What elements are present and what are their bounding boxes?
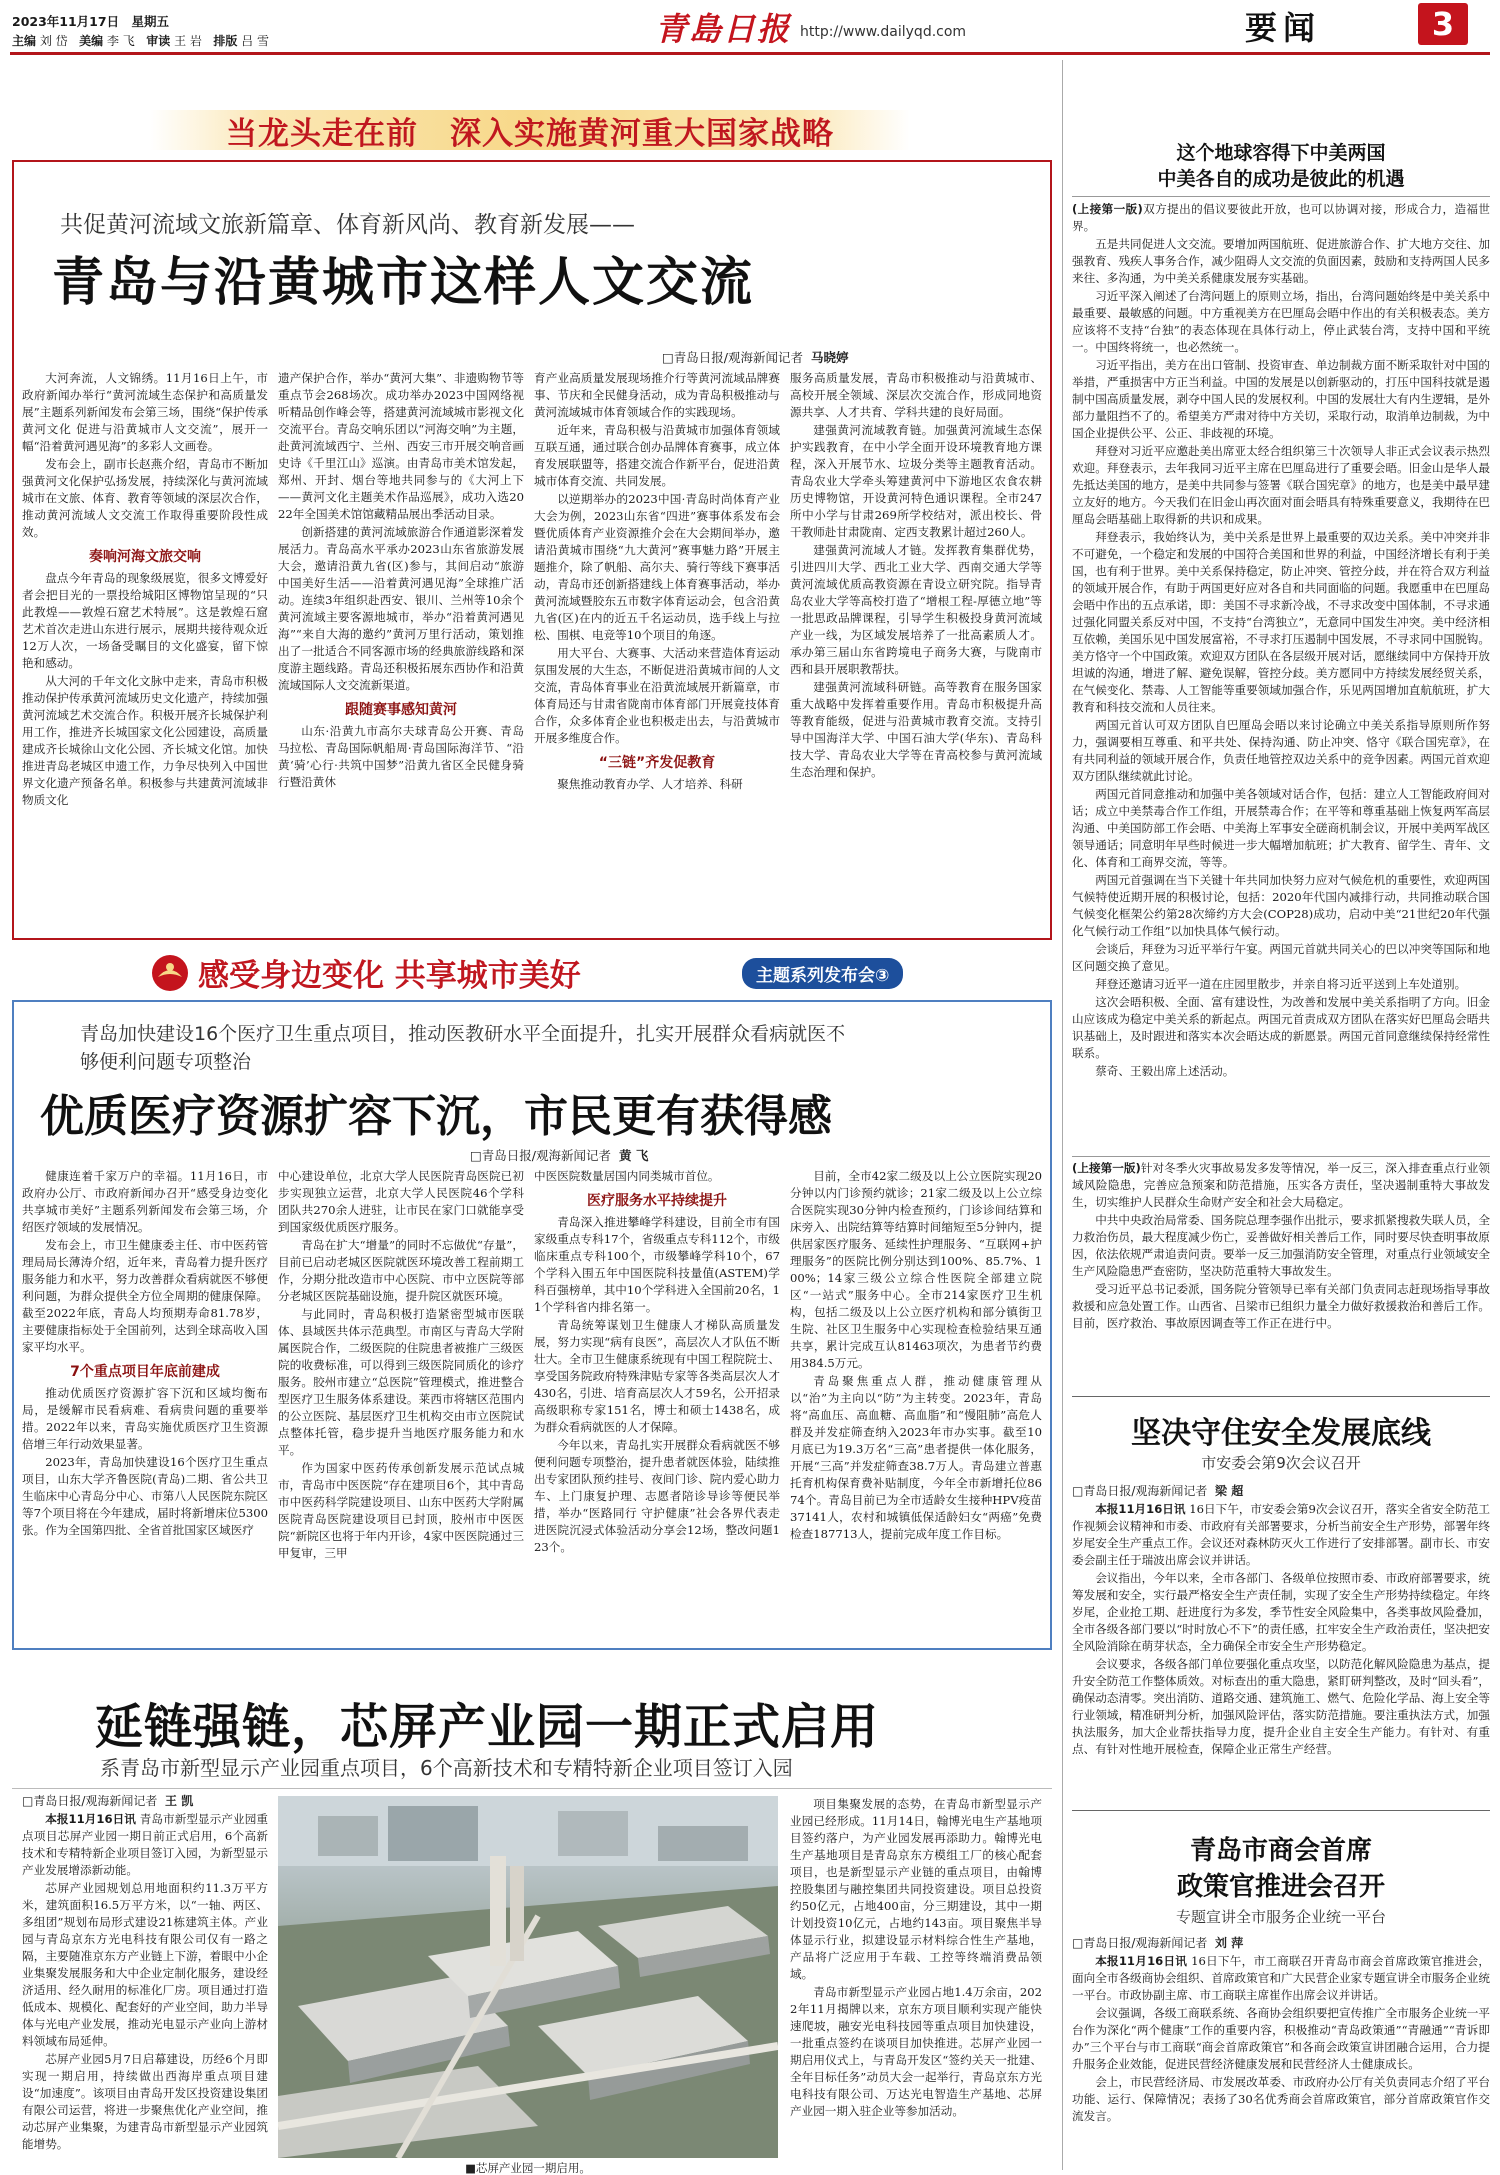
byline-name: 梁 超 (1215, 1484, 1244, 1498)
continued-tag: (上接第一版) (1072, 202, 1143, 216)
byline-source: □青岛日报/观海新闻记者 (22, 1794, 158, 1808)
city-emblem-icon (150, 953, 190, 993)
article3-col-3 (790, 1796, 1042, 2170)
byline-name: 马晓婷 (810, 350, 849, 365)
issue-date: 2023年11月17日 (12, 14, 120, 29)
paragraph: 拜登还邀请习近平一道在庄园里散步，并亲自将习近平送到上车处道别。 (1095, 977, 1467, 991)
brief-rule (1072, 1156, 1490, 1157)
article2-col-3 (534, 1168, 780, 1644)
paragraph: 青岛在扩大“增量”的同时不忘做优“存量”，目前已启动老城区医院就医环境改善工程前期工作，分期分批改造市中心医院、市中立医院等部分老城区医院基础设施，提升院区就医环境。 (278, 1238, 524, 1303)
paragraph: 中心建设单位，北京大学人民医院青岛医院已初步实现独立运营，北京大学人民医院46个学科团队共270余人进驻，让市民在家门口就能享受到国家级优质医疗服务。 (278, 1169, 524, 1234)
paragraph: 近年来，青岛积极与沿黄城市加强体育领域互联互通，通过联合创办品牌体育赛事，成立体育发展联盟等，搭建交流合作新平台，促进沿黄城市体育交流、共同发展。 (534, 423, 780, 488)
industrial-park-photo (278, 1796, 778, 2158)
paragraph: 推动优质医疗资源扩容下沉和区域均衡布局，是缓解市民看病难、看病贵问题的重要举措。2022年以来，青岛实施优质医疗卫生资源倍增三年行动效果显著。 (22, 1386, 268, 1451)
paragraph: 建强黄河流域人才链。发挥教育集群优势，引进四川大学、西北工业大学、西南交通大学等黄河流域优质高教资源在青设立研究院。指导青岛农业大学等高校打造了“增根工程-厚德立地”等一批思政品牌课程，引导学生积极投身黄河流域产业一线，为区域发展培养了一批高素质人才。承办第三届山东省跨境电子商务大赛，与陇南市西和县开展职教帮扶。 (790, 543, 1042, 676)
byline-source: □青岛日报/观海新闻记者 (1072, 1484, 1208, 1498)
credit-name: 刘 岱 (39, 34, 68, 48)
paragraph: 两国元首认可双方团队自巴厘岛会晤以来讨论确立中美关系指导原则所作努力，强调要相互尊重、和平共处、保持沟通、防止冲突、恪守《联合国宪章》，在有共同利益的领域开展合作，负责任地管控双边关系中的竞争因素。两国元首欢迎双方团队继续就此讨论。 (1072, 718, 1490, 783)
article4-rule (1072, 196, 1490, 197)
paragraph: 这次会晤积极、全面、富有建设性，为改善和发展中美关系指明了方向。旧金山应该成为稳定中美关系的新起点。两国元首责成双方团队在落实好巴厘岛会晤共识基础上，及时跟进和落实本次会晤达成的新愿景。两国元首同意继续保持经常性联系。 (1072, 995, 1490, 1060)
lead-tag: 本报11月16日讯 (1095, 1502, 1186, 1516)
byline-source: □青岛日报/观海新闻记者 (1072, 1936, 1208, 1950)
paragraph: 用大平台、大赛事、大活动来营造体育运动氛围发展的大生态，不断促进沿黄城市间的人文交流，青岛体育事业在沿黄流域展开新篇章，市体育局还与甘肃省陇南市体育部门开展竟技体育合作，众多体育企业也积极走出去，与沿黄城市开展多维度合作。 (534, 646, 780, 745)
article5-body (1072, 1482, 1490, 1804)
byline-name: 刘 萍 (1215, 1936, 1244, 1950)
credit-role: 美编 (79, 34, 104, 48)
article3-rule (12, 1788, 1052, 1789)
article6-byline (1072, 1934, 1490, 1951)
article4-body (1072, 201, 1490, 1153)
paragraph: 会议指出，今年以来，全市各部门、各级单位按照市委、市政府部署要求，统筹发展和安全，实行最严格安全生产责任制，实现了安全生产形势持续稳定。年终岁尾，企业抢工期、赶进度行为多发，季节性安全风险集中，各类事故风险叠加，全市各级各部门要以“时时放心不下”的责任感，扛牢安全生产政治责任，坚决把安全风险消除在萌芽状态，全力确保全市安全生产形势稳定。 (1072, 1571, 1490, 1653)
article2-col-4 (790, 1168, 1042, 1644)
masthead-date (12, 12, 169, 30)
page-number: 3 (1418, 3, 1468, 45)
paragraph: 建强黄河流域科研链。高等教育在服务国家重大战略中发挥着重要作用。青岛市积极提升高等教育能级，促进与沿黄城市教育交流。支持引导中国海洋大学、中国石油大学(华东)、青岛科技大学、青岛农业大学等在青高校参与黄河流域生态治理和保护。 (790, 680, 1042, 779)
article1-col-1 (22, 370, 268, 932)
paragraph: 蔡奇、王毅出席上述活动。 (1095, 1064, 1235, 1078)
article1-headline: 青岛与沿黄城市这样人文交流 (52, 252, 755, 313)
masthead-credits (12, 32, 269, 49)
paragraph: 盘点今年青岛的现象级展览，很多文博爱好者会把目光的一票投给城阳区博物馆呈现的“只此教煌——敦煌石窟艺术特展”。这是敦煌石窟艺术首次走进山东进行展示，展期共接待观众近12万人次，一场备受瞩目的文化盛宴，留下惊艳和感动。 (22, 571, 268, 670)
paragraph (1072, 1160, 1490, 1211)
paper-url[interactable]: http://www.dailyqd.com (800, 24, 967, 40)
banner-yellow-river-title: 当龙头走在前 深入实施黄河重大国家战略 (226, 116, 834, 152)
paragraph-text: 青岛市新型显示产业园重点项目芯屏产业园一期日前正式启用，6个高新技术和专精特新企业项目签订入园，为新型显示产业发展增添新动能。 (22, 1812, 268, 1877)
paragraph: 拜登表示，我始终认为，美中关系是世界上最重要的双边关系。美中冲突并非不可避免，一个稳定和发展的中国符合美国和世界的利益，中国经济增长有利于美国，也有利于世界。美中关系保持稳定，防止冲突、管控分歧，并在符合双方利益的领域开展合作，有助于两国更好应对各自和共同面临的问题。我愿重申在巴厘岛会晤中作出的五点承诺，即：美国不寻求新冷战，不寻求改变中国体制，不寻求通过强化同盟关系反对中国，不支持“台湾独立”，无意同中国发生冲突。美中经济相互依赖，美国乐见中国发展富裕，不寻求打压遏制中国发展，不寻求同中国脱钩。美方恪守一个中国政策。欢迎双方团队在各层级开展对话，愿继续同中方保持开放坦诚的沟通，增进了解、避免误解，管控分歧。美方愿同中方持续发展经贸关系，在气候变化、禁毒、人工智能等重要领域加强合作，乐见两国增加直航航班，扩大教育和科技交流和人员往来。 (1072, 530, 1490, 714)
banner-city-theme-badge: 主题系列发布会③ (742, 958, 903, 989)
article3-headline: 延链强链，芯屏产业园一期正式启用 (95, 1699, 880, 1755)
article6-body (1072, 1934, 1490, 2170)
subheading: 医疗服务水平持续提升 (587, 1193, 727, 1209)
credit-name: 吕 雪 (241, 34, 270, 48)
article4-headline: 这个地球容得下中美两国 (1176, 142, 1386, 164)
paragraph: 目前，全市42家二级及以上公立医院实现20分钟以内门诊预约就诊；21家二级及以上公立综合医院实现30分钟内检查预约，门诊诊间结算和床旁入、出院结算等结算时间缩短至5分钟内，提供居家医疗服务、延续性护理服务、“互联网+护理服务”的医院比例分别达到100%、85.7%、100%；14家三级公立综合性医院全部建立院区“一站式”服务中心。全市214家医疗卫生机构，包括二级及以上公立医疗机构和部分镇街卫生院、社区卫生服务中心实现检查检验结果互通共享，累计完成互认81463项次，为患者节约费用384.5万元。 (790, 1169, 1042, 1370)
paragraph: 大河奔流，人文锦绣。11月16日上午，市政府新闻办举行“黄河流域生态保护和高质量发展”主题系列新闻发布会第三场，围绕“保护传承黄河文化 促进与沿黄城市人文交流”，展开一幅“沿着黄河遇见海”的多彩人文画卷。 (22, 371, 268, 453)
paragraph: 中共中央政治局常委、国务院总理李强作出批示，要求抓紧搜救失联人员，全力救治伤员，最大程度减少伤亡，妥善做好相关善后工作，同时要尽快查明事故原因，依法依规严肃追责问责。要举一反三加强消防安全管理，对重点行业领域安全生产风险隐患严查密防，坚决防范重特大事故发生。 (1072, 1213, 1490, 1278)
article2-col-2 (278, 1168, 524, 1644)
credit-name: 王 岩 (174, 34, 202, 48)
paragraph-text: 16日下午，市工商联召开青岛市商会首席政策官推进会，面向全市各级商协会组织、首席政策官和广大民营企业家专题宣讲全市服务企业统一平台。市政协副主席、市工商联主席崔作出席会议并讲话。 (1072, 1954, 1490, 2002)
brief-body (1072, 1160, 1490, 1392)
paragraph: 五是共同促进人文交流。要增加两国航班、促进旅游合作、扩大地方交往、加强教育、残疾人事务合作，减少阻碍人文交流的负面因素，鼓励和支持两国人民多来往、多沟通，为中美关系健康发展夯实基础。 (1072, 237, 1490, 285)
paragraph: 会上，市民营经济局、市发展改革委、市政府办公厅有关负责同志介绍了平台功能、运行、保障情况；表扬了30名优秀商会首席政策官，部分首席政策官作交流发言。 (1072, 2075, 1490, 2123)
paragraph: 青岛聚焦重点人群，推动健康管理从以“治”为主向以“防”为主转变。2023年，青岛将“高血压、高血糖、高血脂”和“慢阻肺”高危人群及并发症筛查纳入2023年市办实事。截至10月底已为19.3万名“三高”患者提供一体化服务，开展“三高”并发症筛查38.7万人。青岛建立普惠托育机构保育费补贴制度，今年全市新增托位8674个。青岛目前已为全市适龄女生接种HPV疫苗37141人，农村和城镇低保适龄妇女“两癌”免费检查187713人，提前完成年度工作目标。 (790, 1374, 1042, 1541)
byline-name: 王 凯 (165, 1794, 194, 1808)
paragraph-text: 针对冬季火灾事故易发多发等情况，举一反三，深入排查重点行业领域风险隐患，完善应急预案和防范措施，压实各方责任，坚决遏制重特大事故发生，切实维护人民群众生命财产安全和社会大局稳定。 (1072, 1161, 1490, 1209)
paragraph: 聚焦推动教育办学、人才培养、科研 (557, 777, 743, 791)
credit-role: 审读 (146, 34, 171, 48)
article2-headline: 优质医疗资源扩容下沉，市民更有获得感 (40, 1091, 832, 1142)
credit-role: 主编 (12, 34, 37, 48)
paragraph: 青岛市新型显示产业园占地1.4万余亩，2022年11月揭牌以来，京东方项目顺利实现产能快速爬坡，融安光电科技园等重点项目加快建设，一批重点签约在谈项目加快推进。芯屏产业园一期启用仪式上，与青岛开发区“签约关天一批建、全年目标任务”动员大会一起举行，青岛京东方光电科技有限公司、万达光电智造生产基地、芯屏产业园一期入驻企业等参加活动。 (790, 1985, 1042, 2118)
paragraph: 青岛统筹谋划卫生健康人才梯队高质量发展，努力实现“病有良医”，高层次人才队伍不断壮大。全市卫生健康系统现有中国工程院院士、享受国务院政府特殊津贴专家等各类高层次人才430名，引进、培育高层次人才59名，公开招录高级职称专家151名，博士和硕士1438名，成为群众看病就医的人才保障。 (534, 1318, 780, 1434)
article4-headline-2: 中美各自的成功是彼此的机遇 (1157, 168, 1405, 190)
paragraph: 与此同时，青岛积极打造紧密型城市医联体、县域医共体示范典型。市南区与青岛大学附属医院合作，二级医院的住院患者被推广三级医院的收费标准，可以得到三级医院同质化的诊疗服务。胶州市建立“总医院”管理模式，推进整合型医疗卫生服务体系建设。莱西市将辖区范围内的公立医院、基层医疗卫生机构交由市立医院试点整体托管，稳步提升当地医疗服务能力和水平。 (278, 1307, 524, 1457)
article6-rule (1072, 1810, 1490, 1811)
article2-col-1 (22, 1168, 268, 1644)
paragraph: 今年以来，青岛扎实开展群众看病就医不够便利问题专项整治，提升患者就医体验，陆续推出专家团队预约挂号、夜间门诊、院内爱心助力车、上门康复护理、志愿者陪诊导诊等便民举措，举办“医路同行 守护健康”社会各界代表走进医院沉浸式体验活动分享会12场，整改问题123个。 (534, 1438, 780, 1554)
paragraph: 拜登对习近平应邀赴美出席亚太经合组织第三十次领导人非正式会议表示热烈欢迎。拜登表示，去年我同习近平主席在巴厘岛进行了重要会晤。旧金山是华人最先抵达美国的地方，是美中共同参与签署《联合国宪章》的地方，也是美中最早建立友好的地方。今天我们在旧金山再次面对面会晤具有特殊重要意义，我期待在巴厘岛会晤基础上取得新的共识和成果。 (1072, 444, 1490, 526)
article1-byline (662, 348, 849, 366)
article1-kicker: 共促黄河流域文旅新篇章、体育新风尚、教育新发展—— (60, 212, 635, 238)
subheading: 奏响河海文旅交响 (89, 549, 201, 565)
byline-source: □青岛日报/观海新闻记者 (470, 1148, 612, 1163)
paragraph: 创新搭建的黄河流域旅游合作通道影深着发展活力。青岛高水平承办2023山东省旅游发展大会，邀请沿黄九省(区)参与，其间启动“旅游中国美好生活——沿着黄河遇见海”全球推广活动。连续3年组织赴西安、银川、兰州等10余个黄河流域主要客源地城市，举办“沿着黄河遇见海”“来自大海的邀约”黄河万里行活动，策划推出了一批适合不同客源市场的经典旅游线路和深度游主题线路。青岛还积极拓展东西协作和沿黄流域国际人文交流新渠道。 (278, 525, 524, 692)
paragraph: 会议强调，各级工商联系统、各商协会组织要把宣传推广全市服务企业统一平台作为深化“两个健康”工作的重要内容，积极推动“青岛政策通”“青融通”“青诉即办”三个平台与市工商联“商会首席政策官”和各商会政策宣讲团融合运用，合力提升服务企业效能，促进民营经济健康发展和民营经济人士健康成长。 (1072, 2006, 1490, 2071)
paragraph: 项目集聚发展的态势，在青岛市新型显示产业园已经形成。11月14日，翰博光电生产基地项目签约落户，为产业园发展再添助力。翰博光电生产基地项目是青岛京东方模组工厂的核心配套项目，也是新型显示产业链的重点项目，由翰博控股集团与融控集团共同投资建设。项目总投资约50亿元，占地400亩，分三期建设，其中一期计划投资10亿元，占地约143亩。项目聚焦半导体显示行业，拟建设显示材料综合性生产基地，产品将广泛应用于车载、工控等终端消费品领域。 (790, 1797, 1042, 1981)
paragraph: 习近平指出，美方在出口管制、投资审查、单边制裁方面不断采取针对中国的举措，严重损害中方正当利益。中国的发展是以创新驱动的，打压中国科技就是遏制中国高质量发展，剥夺中国人民的发展权利。中国的发展壮大有内生逻辑，是外部力量阻挡不了的。希望美方严肃对待中方关切，采取行动，取消单边制裁，为中国企业提供公平、公正、非歧视的环境。 (1072, 358, 1490, 440)
subheading: “三链”齐发促教育 (598, 755, 716, 771)
paragraph (1072, 1501, 1490, 1569)
lead-tag: 本报11月16日讯 (1095, 1954, 1188, 1968)
paragraph: 芯屏产业园规划总用地面积约11.3万平方米，建筑面积16.5万平方米，以“一轴、两区、多组团”规划布局形式建设21栋建筑主体。产业园与青岛京东方光电科技有限公司仅有一路之隔，主要随准京东方产业链上下游，着眼中小企业集聚发展服务和大中企业定制化服务，建设经济适用、经久耐用的标准化厂房。项目通过打造低成本、规模化、配套好的产业空间，助力半导体与光电产业发展，推动光电显示产业向上游材料领域布局延伸。 (22, 1881, 268, 2048)
paragraph: 会谈后，拜登为习近平举行午宴。两国元首就共同关心的巴以冲突等国际和地区问题交换了意见。 (1072, 942, 1490, 973)
paragraph: 会议要求，各级各部门单位要强化重点攻坚，以防范化解风险隐患为基点，提升安全防范工作整体质效。对标查出的重大隐患，紧盯研判整改，及时“回头看”，确保动态清零。突出消防、道路交通、建筑施工、燃气、危险化学品、海上安全等行业领域，精准研判分析，加强风险评估，落实防范措施。要注重执法方式，加强执法服务，加大企业帮扶指导力度，提升企业自主安全生产能力。有针对、有重点、有针对性地开展检查，保障企业正常生产经营。 (1072, 1657, 1490, 1756)
paragraph: 山东·沿黄九市高尔夫球青岛公开赛、青岛马拉松、青岛国际帆船周·青岛国际海洋节、“沿黄‘骑’心行·共筑中国梦”沿黄九省区全民健身骑行暨沿黄休 (278, 724, 524, 789)
paragraph: 青岛深入推进攀峰学科建设，目前全市有国家级重点专科17个，省级重点专科112个，市级临床重点专科100个，市级攀峰学科10个，67个学科入围五年中国医院科技量值(ASTEM)学科百强榜单，其中10个学科进入全国前20名，11个学科省内排名第一。 (534, 1215, 780, 1314)
issue-weekday: 星期五 (131, 14, 169, 29)
credit-role: 排版 (213, 34, 238, 48)
paragraph: 遗产保护合作，举办“黄河大集”、非遗购物节等重点节会268场次。成功举办2023中国网络视听精品创作峰会等，搭建黄河流域城市影视文化交流平台。青岛交响乐团以“河海交响”为主题，赴黄河流域西宁、兰州、西安三市开展交响音画史诗《千里江山》巡演。由青岛市美术馆发起，郑州、开封、烟台等地共同参与的《大河上下——黄河文化主题美术作品巡展》，成功入选2022年全国美术馆馆藏精品展出季活动目录。 (278, 371, 524, 521)
paragraph (1072, 201, 1490, 235)
article3-col-1 (22, 1792, 268, 2170)
paragraph: 发布会上，市卫生健康委主任、市中医药管理局局长薄涛介绍，近年来，青岛着力提升医疗服务能力和水平，努力改善群众看病就医不够便利问题，为群众提供全方位全周期的健康保障。截至2022年底，青岛人均预期寿命81.78岁，主要健康指标处于全国前列，达到全球高收入国家平均水平。 (22, 1238, 268, 1354)
article2-kicker: 青岛加快建设16个医疗卫生重点项目，推动医教研水平全面提升，扎实开展群众看病就医不够便利问题专项整治 (80, 1023, 846, 1073)
subheading: 7个重点项目年底前建成 (70, 1364, 220, 1380)
paragraph: 建强黄河流域教育链。加强黄河流域生态保护实践教育，在中小学全面开设环境教育地方课程，深入开展节水、垃圾分类等主题教育活动。青岛农业大学牵头筹建黄河中下游地区农食农耕历史博物馆，开设黄河特色通识课程。全市247所中小学与甘肃269所学校结对，派出校长、骨干教师赴甘肃陇南、定西支教累计超过260人。 (790, 423, 1042, 539)
article5-kicker: 市安委会第9次会议召开 (1201, 1454, 1361, 1472)
paragraph (1072, 1953, 1490, 2004)
article5-byline (1072, 1482, 1490, 1499)
paragraph: 健康连着千家万户的幸福。11月16日，市政府办公厅、市政府新闻办召开“感受身边变化 共享城市美好”主题系列新闻发布会第三场，介绍医疗领域的发展情况。 (22, 1169, 268, 1234)
article5-rule (1072, 1396, 1490, 1397)
banner-city-theme-title: 感受身边变化 共享城市美好 (198, 958, 581, 994)
section-title: 要闻 (1245, 9, 1322, 47)
photo-caption: ■芯屏产业园一期启用。 (465, 2161, 591, 2175)
byline-source: □青岛日报/观海新闻记者 (662, 350, 804, 365)
article1-col-3 (534, 370, 780, 932)
article3-kicker: 系青岛市新型显示产业园重点项目，6个高新技术和专精特新企业项目签订入园 (100, 1756, 793, 1780)
article1-col-2 (278, 370, 524, 932)
paragraph: 中医医院数量居国内同类城市首位。 (534, 1169, 720, 1183)
continued-tag: (上接第一版) (1072, 1161, 1141, 1175)
article1-col-4 (790, 370, 1042, 932)
masthead-rule (10, 52, 1490, 55)
article2-byline (470, 1146, 648, 1164)
credit-name: 李 飞 (106, 34, 135, 48)
paper-logo: 青島日报 (655, 10, 792, 48)
paragraph-text: 双方提出的倡议要彼此开放，也可以协调对接，形成合力，造福世界。 (1072, 202, 1490, 233)
article6-headline-2: 政策官推进会召开 (1176, 1872, 1385, 1902)
byline-name: 黄 飞 (618, 1148, 649, 1163)
paragraph: 服务高质量发展，青岛市积极推动与沿黄城市、高校开展全领域、深层次交流合作，形成同地资源共享、人才共育、学科共建的良好局面。 (790, 371, 1042, 419)
paragraph-text: 16日下午，市安委会第9次会议召开，落实全省安全防范工作视频会议精神和市委、市政府有关部署要求，分析当前安全生产形势，部署年终岁尾安全生产重点工作。会议还对森林防灭火工作进行了安排部署。副市长、市安委会副主任于瑞波出席会议并讲话。 (1072, 1502, 1490, 1567)
article6-kicker: 专题宣讲全市服务企业统一平台 (1175, 1908, 1386, 1926)
paragraph (22, 1811, 268, 1879)
paragraph: 两国元首同意推动和加强中美各领域对话合作，包括：建立人工智能政府间对话；成立中美禁毒合作工作组，开展禁毒合作；在平等和尊重基础上恢复两军高层沟通、中美国防部工作会晤、中美海上军事安全磋商机制会议，开展中美两军战区领导通话；同意明年早些时候进一步大幅增加航班；扩大教育、留学生、青年、文化、体育和工商界交流，等等。 (1072, 787, 1490, 869)
column-divider (1062, 60, 1063, 2170)
paragraph: 习近平深入阐述了台湾问题上的原则立场，指出，台湾问题始终是中美关系中最重要、最敏感的问题。中方重视美方在巴厘岛会晤中作出的有关积极表态。美方应该将不支持“台独”的表态体现在具体行动上，停止武装台湾，支持中国和平统一。中国终将统一，也必然统一。 (1072, 289, 1490, 354)
subheading: 跟随赛事感知黄河 (345, 702, 457, 718)
paragraph: 两国元首强调在当下关键十年共同加快努力应对气候危机的重要性，欢迎两国气候特使近期开展的积极讨论，包括：2020年代国内减排行动，共同推动联合国气候变化框架公约第28次缔约方大会(COP28)成功，启动中美“21世纪20年代强化气候行动工作组”以加快具体气候行动。 (1072, 873, 1490, 938)
paragraph: 受习近平总书记委派，国务院分管领导已率有关部门负责同志赶现场指导事故救援和应急处置工作。山西省、吕梁市已组织力量全力做好救援救治和善后工作。目前，医疗救治、事故原因调查等工作正在进行中。 (1072, 1282, 1490, 1330)
paragraph: 育产业高质量发展现场推介行等黄河流域品牌赛事、节庆和全民健身活动，成为青岛积极推动与黄河流域城市体育领域合作的实践现场。 (534, 371, 780, 419)
paragraph: 从大河的千年文化文脉中走来，青岛市积极推动保护传承黄河流域历史文化遗产，持续加强黄河流域艺术交流合作。积极开展齐长城保护利用工作，推进齐长城国家文化公园建设，高质量建成齐长城徐山文化公园、齐长城文化馆。加快推进青岛老城区申遗工作，力争尽快列入中国世界文化遗产预备名单。积极参与共建黄河流域非物质文化 (22, 674, 268, 807)
article3-byline (22, 1792, 268, 1809)
paragraph: 作为国家中医药传承创新发展示范试点城市，青岛市中医医院“存在建项目6个，其中青岛市中医药科学院建设项目、山东中医药大学附属医院青岛医院建设项目已封顶，胶州市中医医院“新院区也将于年内开诊，4家中医医院通过三甲复审，三甲 (278, 1461, 524, 1560)
lead-tag: 本报11月16日讯 (45, 1812, 136, 1826)
article6-headline: 青岛市商会首席 (1189, 1836, 1372, 1866)
paragraph: 以逆期举办的2023中国·青岛时尚体育产业大会为例，2023山东省“四进”赛事体系发布会暨优质体育产业资源推介会在大会期间举办，邀请沿黄城市围绕“九大黄河”赛事魅力路”开展主题推介，除了帆船、高尔夫、骑行等线下赛事活动，青岛市还创新搭建线上体育赛事活动，举办黄河流域暨胶东五市数字体育运动会，包含沿黄九省(区)在内的近五千名运动员，选手线上与拉松、围棋、电竞等10个项目的角逐。 (534, 492, 780, 642)
article5-headline: 坚决守住安全发展底线 (1131, 1416, 1431, 1451)
paragraph: 芯屏产业园5月7日启幕建设，历经6个月即实现一期启用，持续做出西海岸重点项目建设“加速度”。该项目由青岛开发区投资建设集团有限公司运营，将进一步聚焦优化产业空间，推动芯屏产业集聚，为建青岛市新型显示产业园筑能增势。 (22, 2052, 268, 2151)
paragraph: 发布会上，副市长赵燕介绍，青岛市不断加强黄河文化保护弘扬发展，持续深化与黄河流域城市在文旅、体育、教育等领域的深层次合作，推动黄河流域人文交流工作取得重要阶段性成效。 (22, 457, 268, 539)
paragraph: 2023年，青岛加快建设16个医疗卫生重点项目，山东大学齐鲁医院(青岛)二期、省公共卫生临床中心青岛分中心、市第八人民医院东院区等7个项目将在今年建成，届时将新增床位5300张。作为全国第四批、全省首批国家区域医疗 (22, 1455, 268, 1537)
